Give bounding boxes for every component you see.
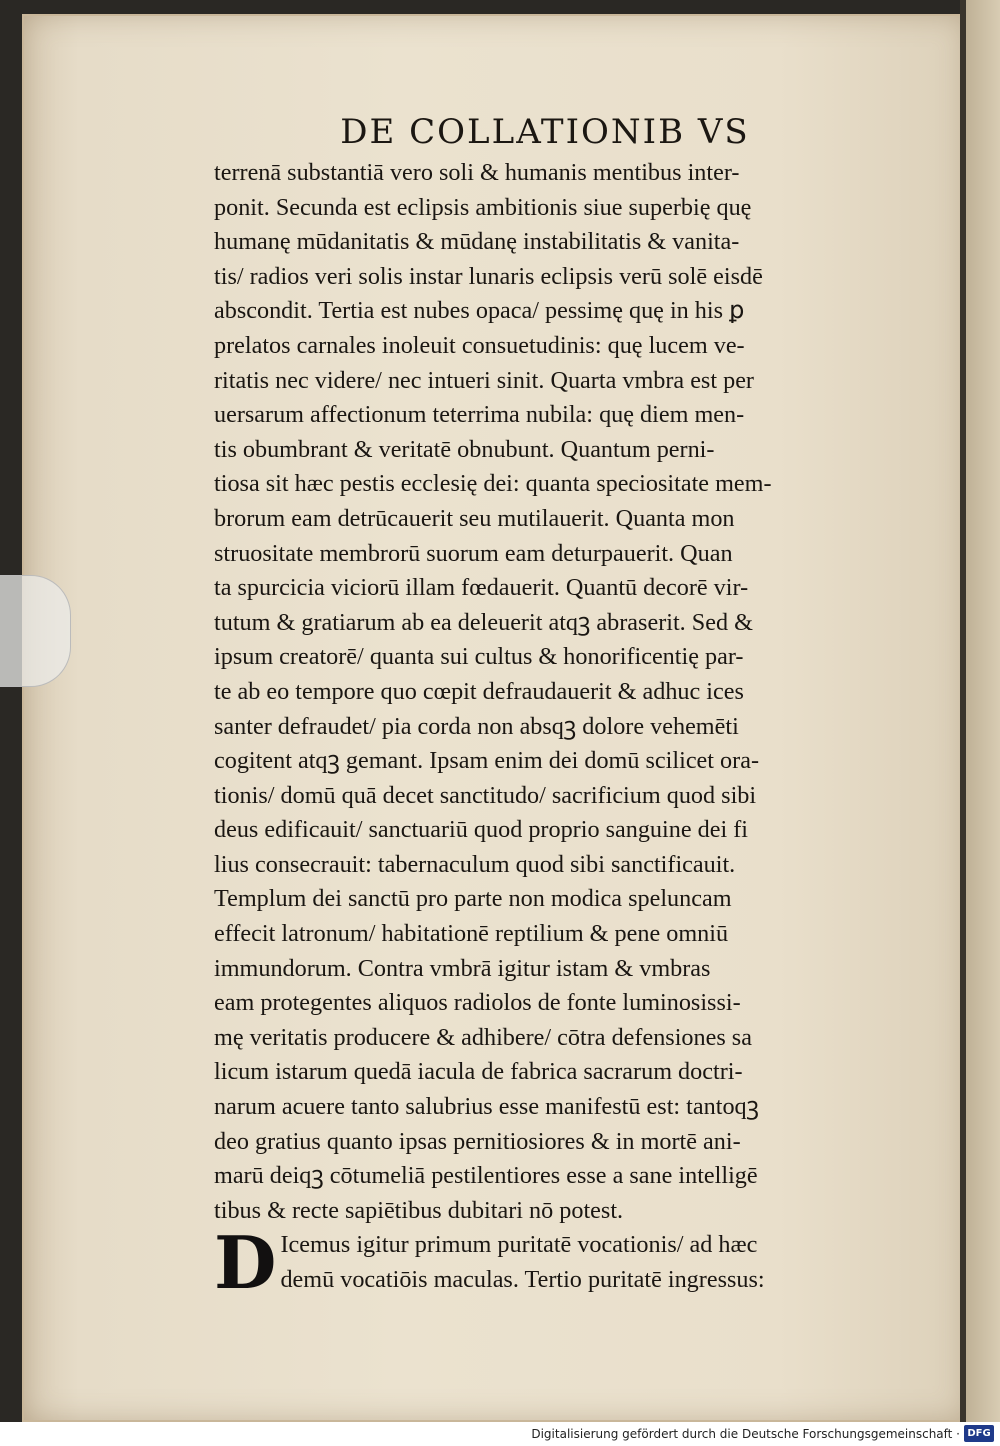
facing-page-edge bbox=[966, 0, 1000, 1422]
text-line: cogitent atqꝫ gemant. Ipsam enim dei domū scilicet ora- bbox=[214, 747, 759, 775]
paragraph-two bbox=[214, 1220, 844, 1306]
text-line: struositate membrorū suorum eam deturpauerit. Quan bbox=[214, 539, 733, 567]
text-line: narum acuere tanto salubrius esse manifestū est: tantoqꝫ bbox=[214, 1093, 759, 1121]
text-line: effecit latronum/ habitationē reptilium & pene omniū bbox=[214, 920, 729, 948]
text-line: Templum dei sanctū pro parte non modica speluncam bbox=[214, 885, 732, 913]
text-line: ritatis nec videre/ nec intueri sinit. Quarta vmbra est per bbox=[214, 366, 754, 394]
text-line: ipsum creatorē/ quanta sui cultus & honorificentię par- bbox=[214, 643, 744, 671]
dfg-logo: DFG bbox=[964, 1425, 994, 1442]
clip-strap bbox=[0, 575, 71, 687]
text-line: ta spurcicia viciorū illam fœdauerit. Quantū decorē vir- bbox=[214, 574, 749, 602]
text-line: eam protegentes aliquos radiolos de fonte luminosissi- bbox=[214, 989, 741, 1017]
text-line: demū vocatiōis maculas. Tertio puritatē ingressus: bbox=[280, 1266, 765, 1293]
text-line: abscondit. Tertia est nubes opaca/ pessimę quę in his ꝑ bbox=[214, 297, 745, 325]
text-line: lius consecrauit: tabernaculum quod sibi sanctificauit. bbox=[214, 850, 736, 878]
text-line: deus edificauit/ sanctuariū quod proprio sanguine dei fi bbox=[214, 816, 748, 844]
text-line: brorum eam detrūcauerit seu mutilauerit. Quanta mon bbox=[214, 504, 735, 532]
text-line: licum istarum quedā iacula de fabrica sacrarum doctri- bbox=[214, 1058, 743, 1086]
text-line: humanę mūdanitatis & mūdanę instabilitatis & vanita- bbox=[214, 228, 740, 256]
running-head: DE COLLATIONIB VS bbox=[340, 112, 750, 152]
text-line: prelatos carnales inoleuit consuetudinis: quę lucem ve- bbox=[214, 331, 745, 359]
text-line: deo gratius quanto ipsas pernitiosiores & in mortē ani- bbox=[214, 1127, 741, 1155]
footer-bar bbox=[0, 1422, 1000, 1446]
text-line: mę veritatis producere & adhibere/ cōtra defensiones sa bbox=[214, 1023, 752, 1051]
text-line: tionis/ domū quā decet sanctitudo/ sacrificium quod sibi bbox=[214, 781, 757, 809]
text-line: te ab eo tempore quo cœpit defraudauerit & adhuc ices bbox=[214, 677, 744, 705]
text-line: uersarum affectionum teterrima nubila: quę diem men- bbox=[214, 401, 745, 429]
text-line: immundorum. Contra vmbrā igitur istam & vmbras bbox=[214, 954, 711, 982]
text-line: terrenā substantiā vero soli & humanis mentibus inter- bbox=[214, 159, 740, 186]
text-line: tis/ radios veri solis instar lunaris eclipsis verū solē eisdē bbox=[214, 262, 763, 290]
text-line: Icemus igitur primum puritatē vocationis/ ad hæc bbox=[280, 1231, 758, 1259]
drop-initial: D bbox=[214, 1220, 277, 1306]
text-line: tutum & gratiarum ab ea deleuerit atqꝫ abraserit. Sed & bbox=[214, 608, 753, 636]
text-line: marū deiqꝫ cōtumeliā pestilentiores esse a sane intelligē bbox=[214, 1162, 758, 1190]
body-text bbox=[214, 156, 844, 1306]
text-line: ponit. Secunda est eclipsis ambitionis siue superbię quę bbox=[214, 193, 752, 221]
text-line: tis obumbrant & veritatē obnubunt. Quantum perni- bbox=[214, 435, 715, 463]
text-line: tibus & recte sapiētibus dubitari nō potest. bbox=[214, 1196, 624, 1224]
text-line: tiosa sit hæc pestis ecclesię dei: quanta speciositate mem- bbox=[214, 470, 772, 498]
text-line: santer defraudet/ pia corda non absqꝫ dolore vehemēti bbox=[214, 712, 739, 740]
funding-credit: Digitalisierung gefördert durch die Deutsche Forschungsgemeinschaft · bbox=[531, 1427, 960, 1441]
